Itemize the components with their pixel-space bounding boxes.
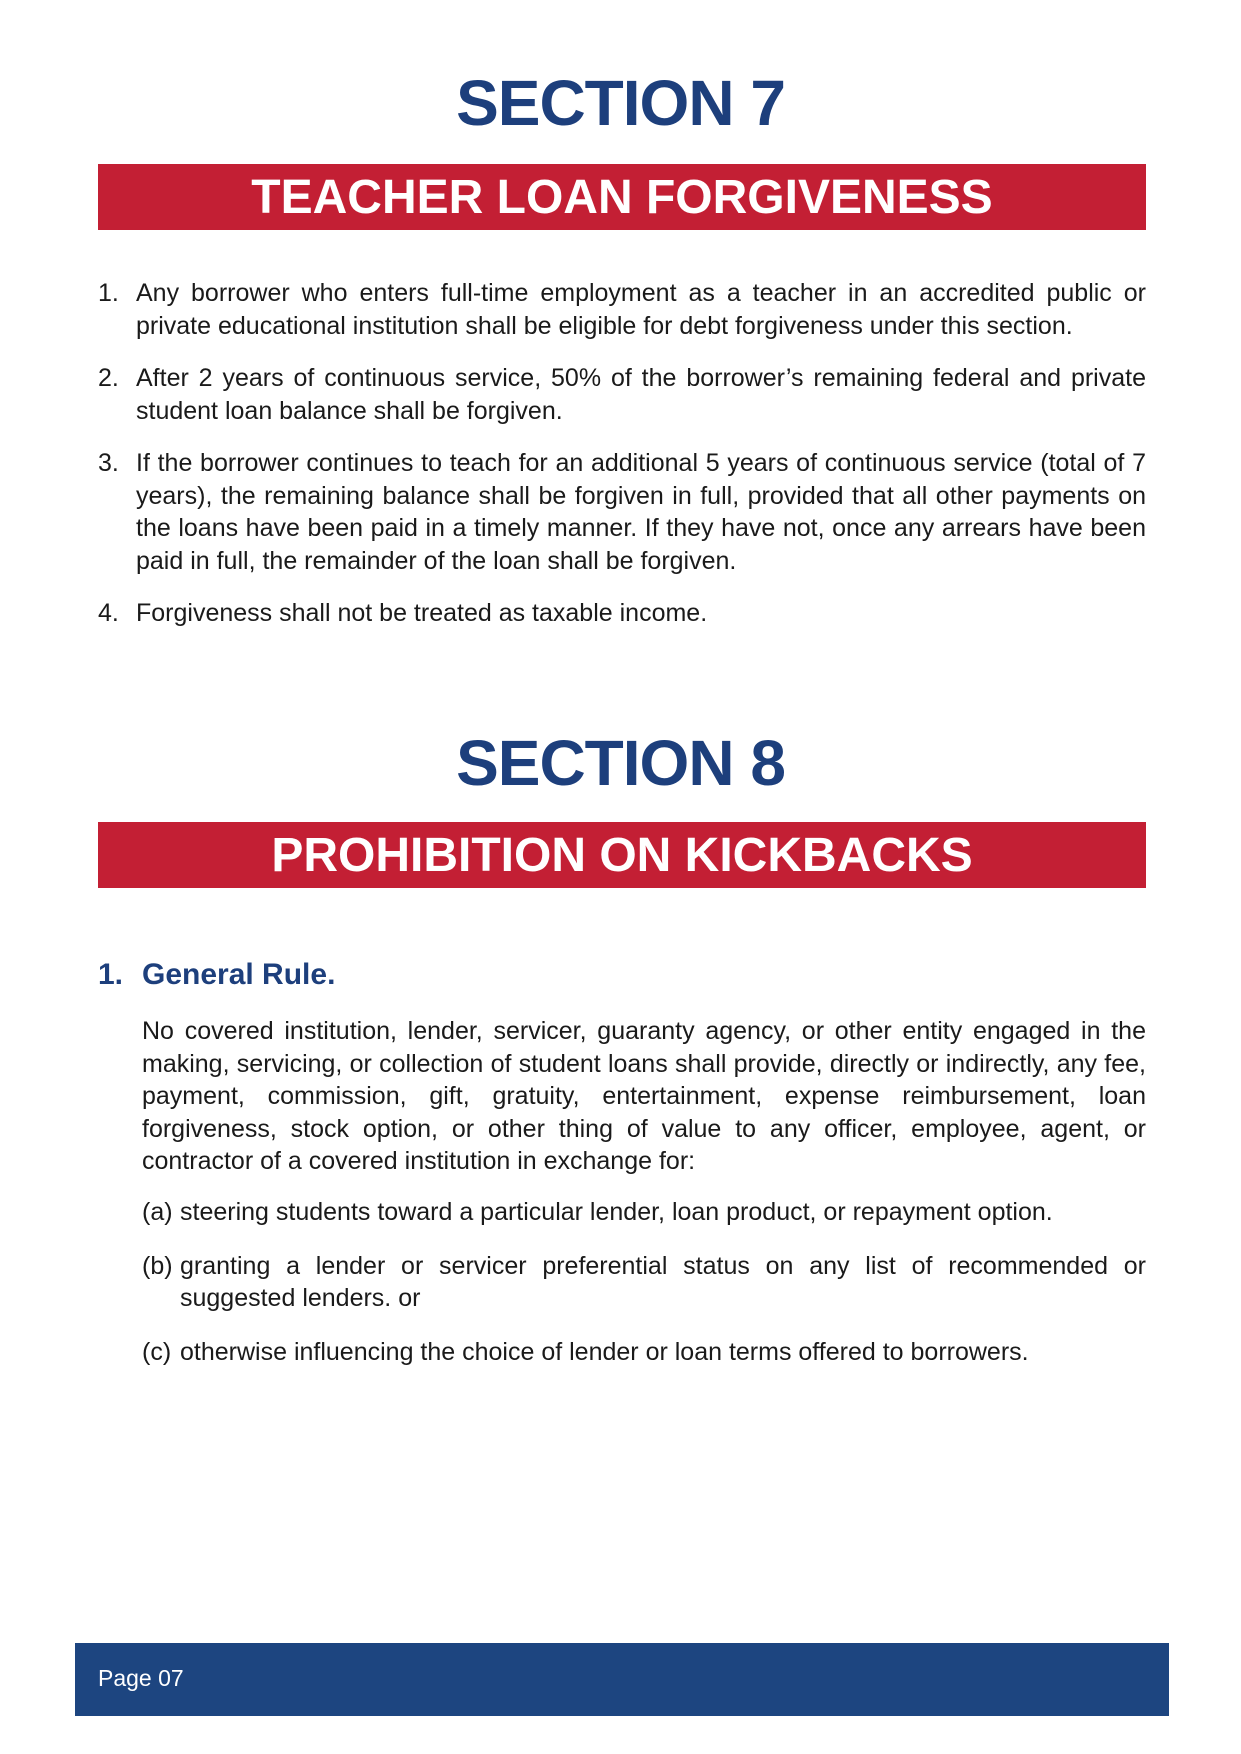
list-item-text: After 2 years of continuous service, 50% of the borrower’s remaining federal and private student loan balance shall be forgiven. <box>136 364 1146 425</box>
list-item <box>98 597 1146 630</box>
general-rule-paragraph: No covered institution, lender, servicer, guaranty agency, or other entity engaged in the making, servicing, or collection of student loans shall provide, directly or indirectly, any fee, payment, commission, gift, gratuity, entertainment, expense reimbursement, loan forgiveness, stock option, or other thing of value to any officer, employee, agent, or contractor of a covered institution in exchange for: <box>142 1017 1146 1175</box>
list-item-text: granting a lender or servicer preferential status on any list of recommended or suggested lenders. or <box>180 1251 1146 1312</box>
section-8-heading: SECTION 8 <box>456 727 785 799</box>
list-item <box>98 362 1146 427</box>
list-item-label: (a) <box>142 1198 173 1226</box>
page-number: Page 07 <box>98 1665 184 1691</box>
general-rule-heading <box>98 955 335 995</box>
list-item-number: 1. <box>98 279 119 307</box>
list-item <box>142 1336 1146 1369</box>
list-item-label: (b) <box>142 1251 173 1280</box>
list-item-number: 3. <box>98 449 119 477</box>
page-footer <box>75 1643 1169 1716</box>
list-item <box>98 447 1146 577</box>
list-item-number: 4. <box>98 599 119 627</box>
list-item-number: 2. <box>98 364 119 392</box>
subheading-label: General Rule. <box>142 958 336 991</box>
list-item <box>142 1196 1146 1229</box>
list-item <box>142 1250 1146 1315</box>
list-item-text: Forgiveness shall not be treated as taxable income. <box>136 599 708 627</box>
list-item-label: (c) <box>142 1337 172 1366</box>
section-8-banner-title: PROHIBITION ON KICKBACKS <box>271 828 973 882</box>
list-item <box>98 277 1146 342</box>
section-7-heading: SECTION 7 <box>456 67 785 139</box>
section-7-banner <box>98 164 1146 230</box>
section-8-banner <box>98 822 1146 888</box>
list-item-text: otherwise influencing the choice of lender or loan terms offered to borrowers. <box>180 1337 1029 1366</box>
list-item-text: steering students toward a particular lender, loan product, or repayment option. <box>180 1198 1053 1226</box>
list-item-text: If the borrower continues to teach for an additional 5 years of continuous service (total of 7 years), the remaining balance shall be forgiven in full, provided that all other payments on the loans have been paid in a timely manner. If they have not, once any arrears have been paid in full, the remainder of the loan shall be forgiven. <box>136 449 1146 575</box>
subheading-number: 1. <box>98 958 124 991</box>
list-item-text: Any borrower who enters full-time employment as a teacher in an accredited public or private educational institution shall be eligible for debt forgiveness under this section. <box>136 279 1146 340</box>
section-7-list <box>98 277 1146 650</box>
section-8-sublist <box>142 1196 1146 1389</box>
section-7-banner-title: TEACHER LOAN FORGIVENESS <box>251 170 993 224</box>
